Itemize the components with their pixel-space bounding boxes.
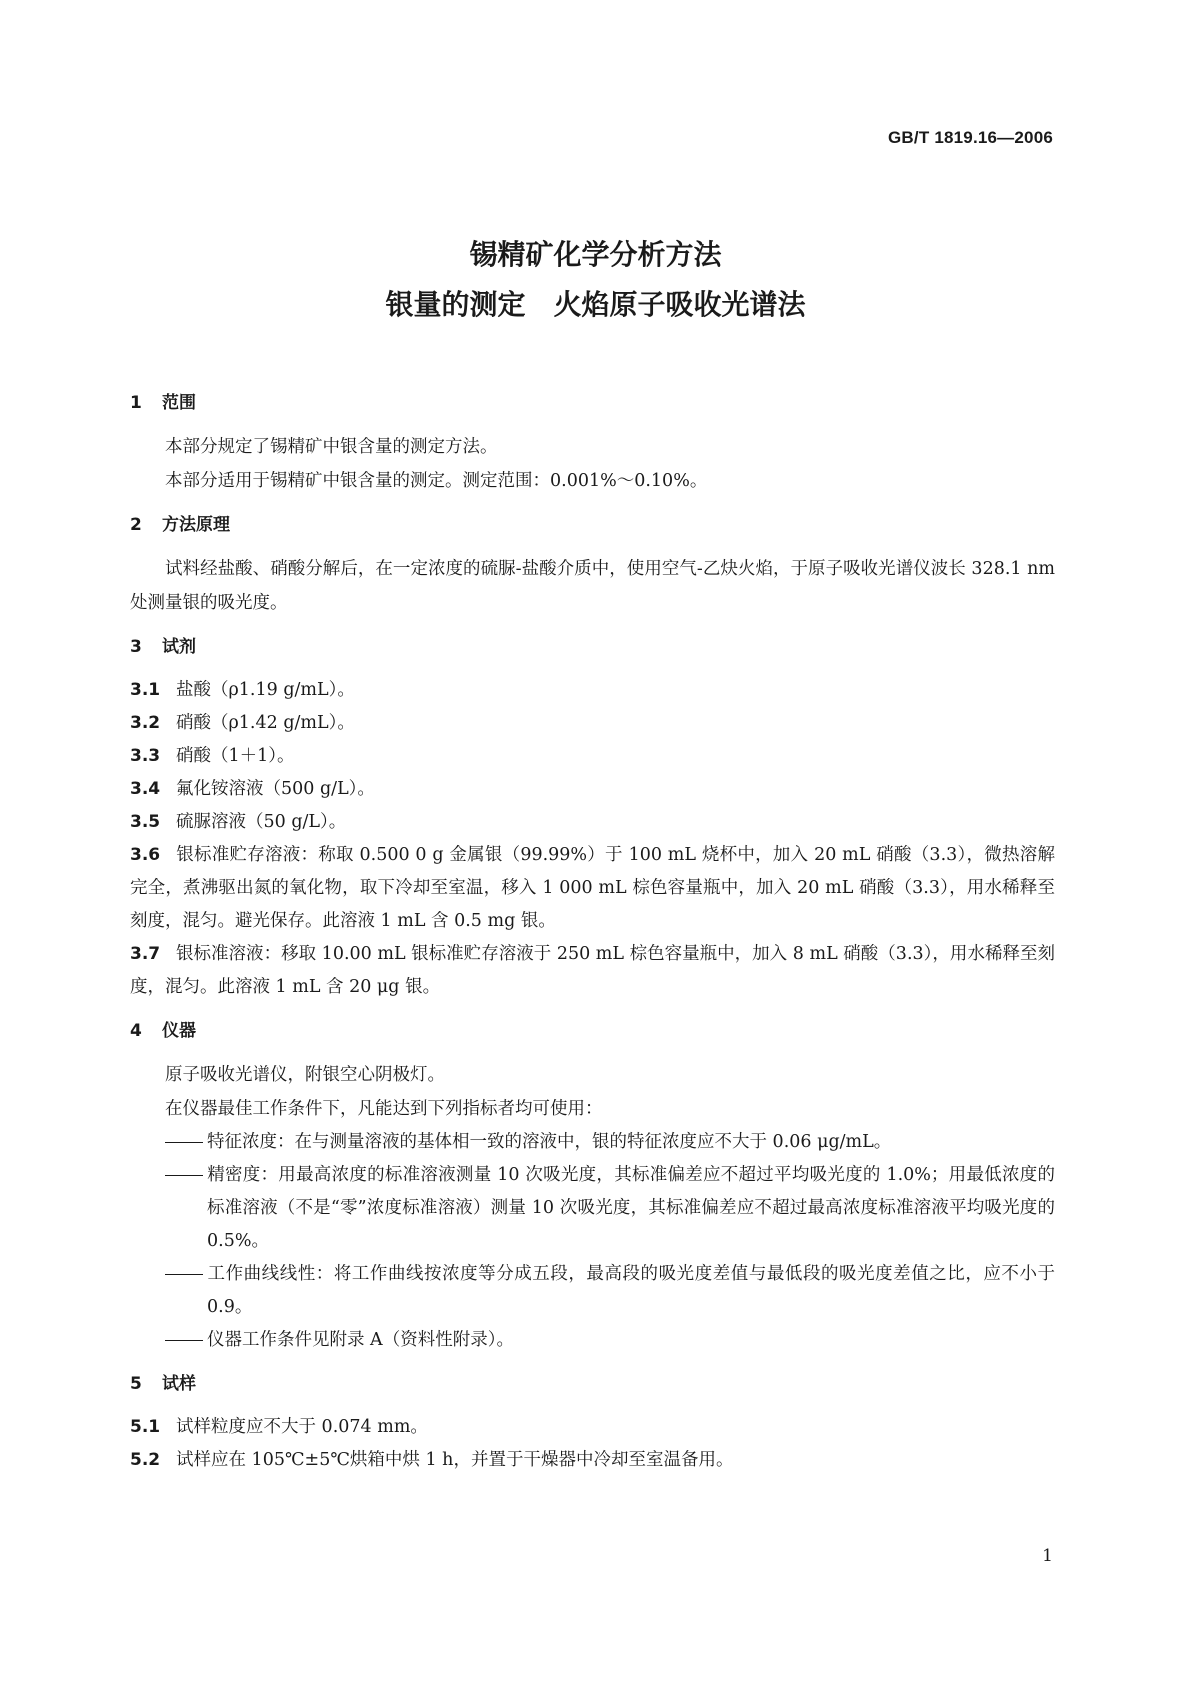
dash-marker (165, 1159, 207, 1192)
item-number: 5.1 (130, 1417, 161, 1437)
paragraph: 原子吸收光谱仪，附银空心阴极灯。 (165, 1065, 445, 1085)
criteria-text: 精密度：用最高浓度的标准溶液测量 10 次吸光度，其标准偏差应不超过平均吸光度的 1.0%；用最低浓度的标准溶液（不是“零”浓度标准溶液）测量 10 次吸光度，其标准偏差应不超过最高浓度标准溶液平均吸光度的 0.5%。 (207, 1165, 1055, 1251)
item-text: 硝酸（1＋1）。 (176, 746, 295, 766)
reagent-item (130, 740, 1055, 773)
section-heading-principle (130, 508, 1055, 542)
item-text: 氟化铵溶液（500 g/L）。 (176, 779, 375, 799)
item-text: 银标准溶液：移取 10.00 mL 银标准贮存溶液于 250 mL 棕色容量瓶中，加入 8 mL 硝酸（3.3），用水稀释至刻度，混匀。此溶液 1 mL 含 20 μg 银。 (130, 944, 1055, 997)
title-line-1: 锡精矿化学分析方法 (469, 238, 722, 271)
paragraph: 试料经盐酸、硝酸分解后，在一定浓度的硫脲-盐酸介质中，使用空气-乙炔火焰，于原子吸收光谱仪波长 328.1 nm 处测量银的吸光度。 (130, 559, 1055, 613)
document-body (130, 386, 1055, 1477)
criteria-item (130, 1258, 1055, 1324)
item-text: 盐酸（ρ1.19 g/mL）。 (176, 680, 355, 700)
criteria-item (130, 1159, 1055, 1258)
reagent-item (130, 938, 1055, 1004)
criteria-text: 特征浓度：在与测量溶液的基体相一致的溶液中，银的特征浓度应不大于 0.06 μg/mL。 (207, 1132, 892, 1152)
criteria-item (130, 1324, 1055, 1357)
section-title: 试剂 (162, 637, 196, 657)
section-heading-scope (130, 386, 1055, 420)
criteria-item (130, 1126, 1055, 1159)
reagent-item (130, 806, 1055, 839)
paragraph: 本部分规定了锡精矿中银含量的测定方法。 (165, 437, 498, 457)
page-number: 1 (1042, 1546, 1053, 1566)
item-number: 3.3 (130, 746, 161, 766)
item-number: 3.1 (130, 680, 161, 700)
section-title: 范围 (162, 393, 196, 413)
sample-item (130, 1444, 1055, 1477)
dash-marker (165, 1126, 207, 1159)
reagent-item (130, 674, 1055, 707)
paragraph: 本部分适用于锡精矿中银含量的测定。测定范围：0.001%～0.10%。 (165, 471, 708, 491)
item-text: 硝酸（ρ1.42 g/mL）。 (176, 713, 355, 733)
item-text: 硫脲溶液（50 g/L）。 (176, 812, 347, 832)
section-heading-reagents (130, 630, 1055, 664)
standard-number: GB/T 1819.16—2006 (888, 128, 1053, 147)
item-number: 5.2 (130, 1450, 161, 1470)
dash-marker (165, 1258, 207, 1291)
reagent-item (130, 773, 1055, 806)
reagent-item (130, 707, 1055, 740)
section-number: 5 (130, 1374, 142, 1394)
sample-item (130, 1411, 1055, 1444)
item-text: 试样应在 105℃±5℃烘箱中烘 1 h，并置于干燥器中冷却至室温备用。 (176, 1450, 734, 1470)
section-number: 3 (130, 637, 142, 657)
paragraph: 在仪器最佳工作条件下，凡能达到下列指标者均可使用： (165, 1099, 603, 1119)
section-title: 试样 (162, 1374, 196, 1394)
title-line-2: 银量的测定 火焰原子吸收光谱法 (385, 288, 806, 321)
section-number: 2 (130, 515, 142, 535)
item-text: 银标准贮存溶液：称取 0.500 0 g 金属银（99.99%）于 100 mL 烧杯中，加入 20 mL 硝酸（3.3），微热溶解完全，煮沸驱出氮的氧化物，取下冷却至室温，移入 1 000 mL 棕色容量瓶中，加入 20 mL 硝酸（3.3），用水稀释至刻度，混匀。避光保存。此溶液 1 mL 含 0.5 mg 银。 (130, 845, 1055, 931)
section-number: 4 (130, 1021, 142, 1041)
reagent-item (130, 839, 1055, 938)
criteria-text: 仪器工作条件见附录 A（资料性附录）。 (207, 1330, 514, 1350)
section-heading-sample (130, 1367, 1055, 1401)
section-title: 仪器 (162, 1021, 196, 1041)
item-number: 3.4 (130, 779, 161, 799)
item-text: 试样粒度应不大于 0.074 mm。 (176, 1417, 428, 1437)
item-number: 3.5 (130, 812, 161, 832)
section-title: 方法原理 (162, 515, 230, 535)
item-number: 3.7 (130, 944, 161, 964)
criteria-text: 工作曲线线性：将工作曲线按浓度等分成五段，最高段的吸光度差值与最低段的吸光度差值之比，应不小于 0.9。 (207, 1264, 1055, 1317)
item-number: 3.6 (130, 845, 161, 865)
document-title (0, 230, 1191, 330)
dash-marker (165, 1324, 207, 1357)
section-number: 1 (130, 393, 142, 413)
section-heading-apparatus (130, 1014, 1055, 1048)
item-number: 3.2 (130, 713, 161, 733)
